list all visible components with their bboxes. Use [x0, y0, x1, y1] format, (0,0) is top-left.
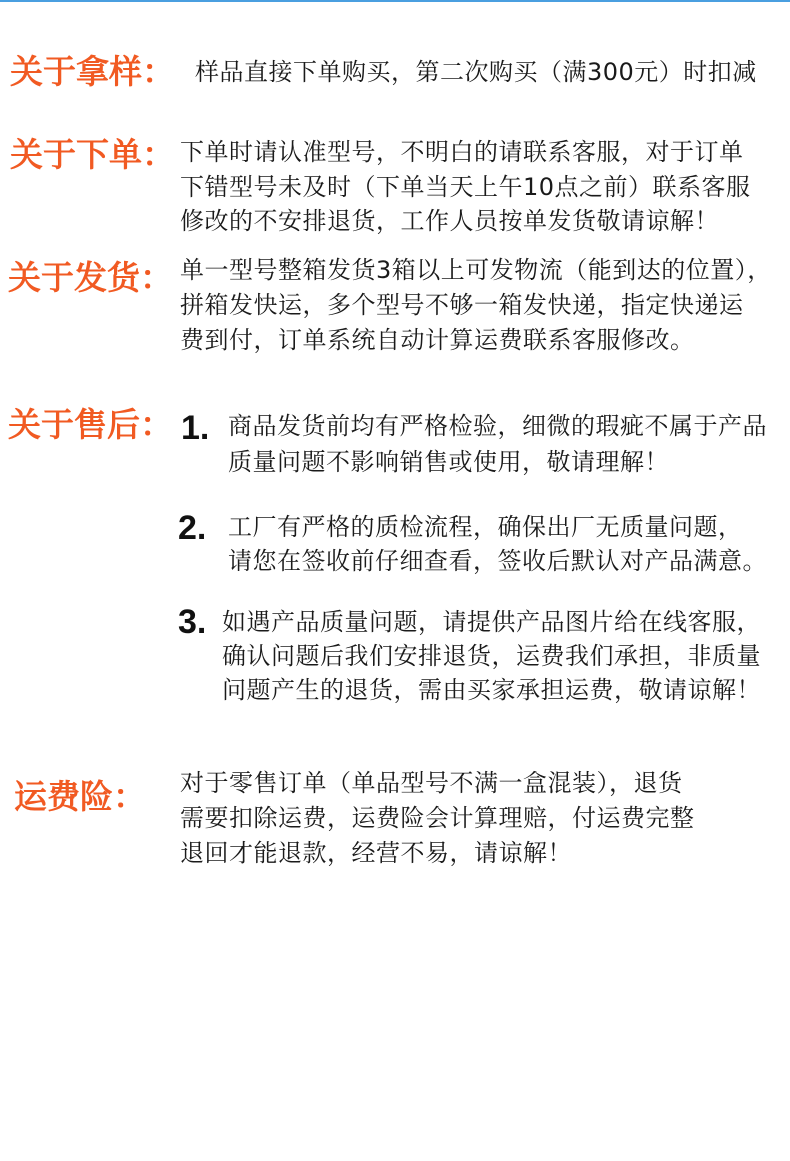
shipping-text [180, 253, 772, 358]
after-sales-line: 确认问题后我们安排退货，运费我们承担，非质量 [222, 642, 761, 670]
after-sales-item-number: 1. [181, 409, 210, 447]
after-sales-item-number: 3. [178, 603, 207, 641]
after-sales-item [228, 408, 767, 480]
shipping-line: 单一型号整箱发货3箱以上可发物流（能到达的位置）， [180, 256, 772, 284]
after-sales-item [222, 605, 761, 707]
after-sales-item-number: 2. [178, 509, 207, 547]
after-sales-line: 工厂有严格的质检流程，确保出厂无质量问题， [228, 513, 743, 541]
top-rule [0, 0, 790, 2]
after-sales-line: 如遇产品质量问题，请提供产品图片给在线客服， [222, 608, 761, 636]
shipping-insurance-line: 对于零售订单（单品型号不满一盒混装），退货 [180, 769, 683, 797]
after-sales-line: 问题产生的退货，需由买家承担运费，敬请谅解！ [222, 676, 761, 704]
order-text [180, 135, 751, 239]
after-sales-heading: 关于售后： [8, 405, 173, 444]
shipping-insurance-heading: 运费险： [14, 777, 146, 816]
shipping-insurance-line: 退回才能退款，经营不易，请谅解！ [180, 839, 572, 867]
shipping-line: 拼箱发快运，多个型号不够一箱发快递，指定快递运 [180, 291, 744, 319]
order-heading: 关于下单： [10, 135, 175, 174]
after-sales-item [228, 510, 767, 578]
after-sales-line: 请您在签收前仔细查看，签收后默认对产品满意。 [228, 547, 767, 575]
order-line: 下错型号未及时（下单当天上午10点之前）联系客服 [180, 172, 751, 201]
after-sales-line: 商品发货前均有严格检验，细微的瑕疵不属于产品 [228, 412, 767, 440]
shipping-line: 费到付，订单系统自动计算运费联系客服修改。 [180, 326, 695, 354]
order-line: 下单时请认准型号，不明白的请联系客服，对于订单 [180, 138, 744, 166]
sample-text: 样品直接下单购买，第二次购买（满300元）时扣减 [195, 58, 757, 86]
shipping-insurance-text [180, 766, 695, 871]
shipping-insurance-line: 需要扣除运费，运费险会计算理赔，付运费完整 [180, 804, 695, 832]
after-sales-line: 质量问题不影响销售或使用，敬请理解！ [228, 448, 669, 476]
shipping-heading: 关于发货： [8, 258, 173, 297]
sample-heading: 关于拿样： [10, 52, 175, 91]
order-line: 修改的不安排退货，工作人员按单发货敬请谅解！ [180, 207, 719, 235]
